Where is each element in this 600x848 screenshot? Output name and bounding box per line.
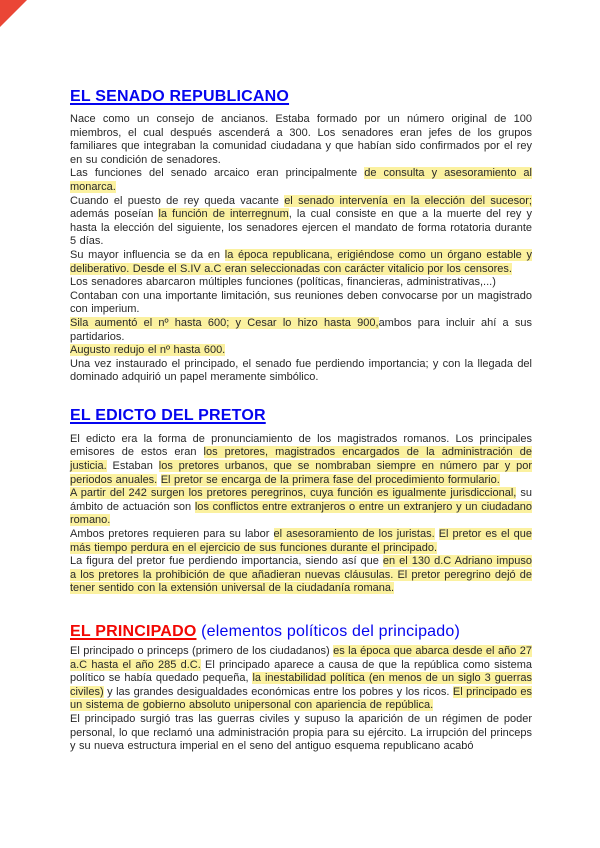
highlighted-text: los conflictos entre extranjeros o entre un extranjero y un ciudadano romano.: [70, 500, 532, 527]
highlighted-text: Sila aumentó el nº hasta 600; y Cesar lo hizo hasta 900,: [70, 316, 379, 329]
paragraph: [70, 433, 532, 487]
text-run: La figura del pretor fue perdiendo importancia, siendo así que: [70, 555, 383, 568]
text-run: ambos para incluir ahí a sus partidarios.: [70, 316, 532, 343]
highlighted-text: la inestabilidad política (en menos de un siglo 3 guerras civiles): [70, 672, 532, 698]
text-run: , la cual consiste en que a la muerte del rey y hasta la elección del siguiente, los senadores ejercen el mandato de forma rotatoria durante 5 días.: [70, 208, 532, 248]
paragraph: [70, 113, 532, 167]
section-heading-edicto: [70, 406, 532, 425]
section-edicto: [70, 406, 532, 596]
highlighted-text: en el 130 d.C Adriano impuso a los pretores la prohibición de que añadieran nuevas cláusulas. El pretor peregrino dejó de tener sentido con la extensión universal de la ciudadanía romana.: [70, 555, 532, 595]
paragraph: [70, 528, 532, 555]
text-run: Estaban: [106, 460, 159, 473]
text-run: Su mayor influencia se da en: [70, 248, 225, 261]
highlighted-text: los pretores, magistrados encargados de la administración de justicia.: [70, 446, 532, 473]
paragraph: [70, 645, 532, 713]
heading-text: EL SENADO REPUBLICANO: [70, 88, 290, 105]
text-run: El principado aparece a causa de que la república como sistema político se había quedado pequeña,: [70, 658, 532, 685]
paragraph: [70, 358, 532, 385]
heading-text: (elementos políticos del principado): [196, 623, 461, 640]
text-run: Ambos pretores requieren para su labor: [70, 528, 274, 541]
text-run: Los senadores abarcaron múltiples funciones (políticas, financieras, administrativas,...): [70, 276, 496, 289]
text-run: El edicto era la forma de pronunciamiento de los magistrados romanos. Los principales emisores de estos eran: [70, 432, 532, 459]
section-principado: [70, 622, 532, 754]
section-heading-principado: [70, 622, 532, 641]
highlighted-text: es la época que abarca desde el año 27 a.C hasta el año 285 d.C.: [70, 645, 532, 671]
highlighted-text: el senado intervenía en la elección del sucesor;: [284, 194, 532, 207]
text-run: Nace como un consejo de ancianos. Estaba formado por un número original de 100 miembros, el cual después ascenderá a 300. Los senadores eran jefes de los grupos familiares que integraban la comunidad ciudadana y que habían sido confirmados por el rey en su condición de senadores.: [70, 113, 532, 166]
section-heading-senado: [70, 87, 532, 106]
heading-text: EL EDICTO DEL PRETOR: [70, 406, 266, 424]
highlighted-text: El pretor se encarga de la primera fase del procedimiento formulario.: [160, 473, 500, 486]
text-run: Una vez instaurado el principado, el senado fue perdiendo importancia; y con la llegada del dominado adquirió un papel meramente simbólico.: [70, 357, 532, 384]
highlighted-text: los pretores urbanos, que se nombraban siempre en número par y por periodos anuales.: [70, 460, 532, 486]
document-body: [70, 87, 532, 754]
highlighted-text: de consulta y asesoramiento al monarca.: [70, 167, 532, 193]
paragraph: [70, 317, 532, 344]
highlighted-text: El principado es un sistema de gobierno absoluto unipersonal con apariencia de república.: [70, 685, 532, 712]
text-run: además poseían: [70, 208, 159, 221]
section-senado: [70, 87, 532, 385]
paragraph: [70, 249, 532, 276]
paragraph: [70, 167, 532, 194]
paragraph: [70, 276, 532, 290]
text-run: Cuando el puesto de rey queda vacante: [70, 194, 285, 207]
paragraph: [70, 713, 532, 754]
highlighted-text: la época republicana, erigiéndose como un órgano estable y deliberativo. Desde el S.IV a.C eran seleccionadas con carácter vitalicio por los censores.: [70, 248, 532, 275]
text-run: Contaban con una importante limitación, sus reuniones deben convocarse por un magistrado con imperium.: [70, 289, 532, 316]
paragraph: [70, 487, 532, 528]
highlighted-text: El pretor es el que más tiempo perdura en el ejercicio de sus funciones durante el principado.: [70, 528, 532, 554]
paragraph: [70, 290, 532, 317]
text-run: y las grandes desigualdades económicas entre los pobres y los ricos.: [103, 685, 453, 698]
highlighted-text: A partir del 242 surgen los pretores peregrinos, cuya función es igualmente jurisdiccional,: [70, 487, 517, 500]
paragraph: [70, 555, 532, 596]
highlighted-text: la función de interregnum: [158, 208, 289, 221]
text-run: Las funciones del senado arcaico eran principalmente: [70, 167, 365, 180]
text-run: El principado o princeps (primero de los ciudadanos): [70, 645, 334, 657]
heading-text: EL PRINCIPADO: [70, 623, 197, 640]
paragraph: [70, 195, 532, 249]
text-run: su ámbito de actuación son: [70, 487, 533, 513]
highlighted-text: el asesoramiento de los juristas.: [273, 528, 435, 541]
paragraph: [70, 344, 532, 358]
highlighted-text: Augusto redujo el nº hasta 600.: [70, 344, 226, 357]
text-run: El principado surgió tras las guerras civiles y supuso la aparición de un régimen de poder personal, lo que reclamó una administración propia para su ejército. La irrupción del princeps y su nueva estructura imperial en el seno del antiguo esquema republicano acabó: [70, 712, 532, 753]
corner-fold-icon: [0, 0, 27, 27]
